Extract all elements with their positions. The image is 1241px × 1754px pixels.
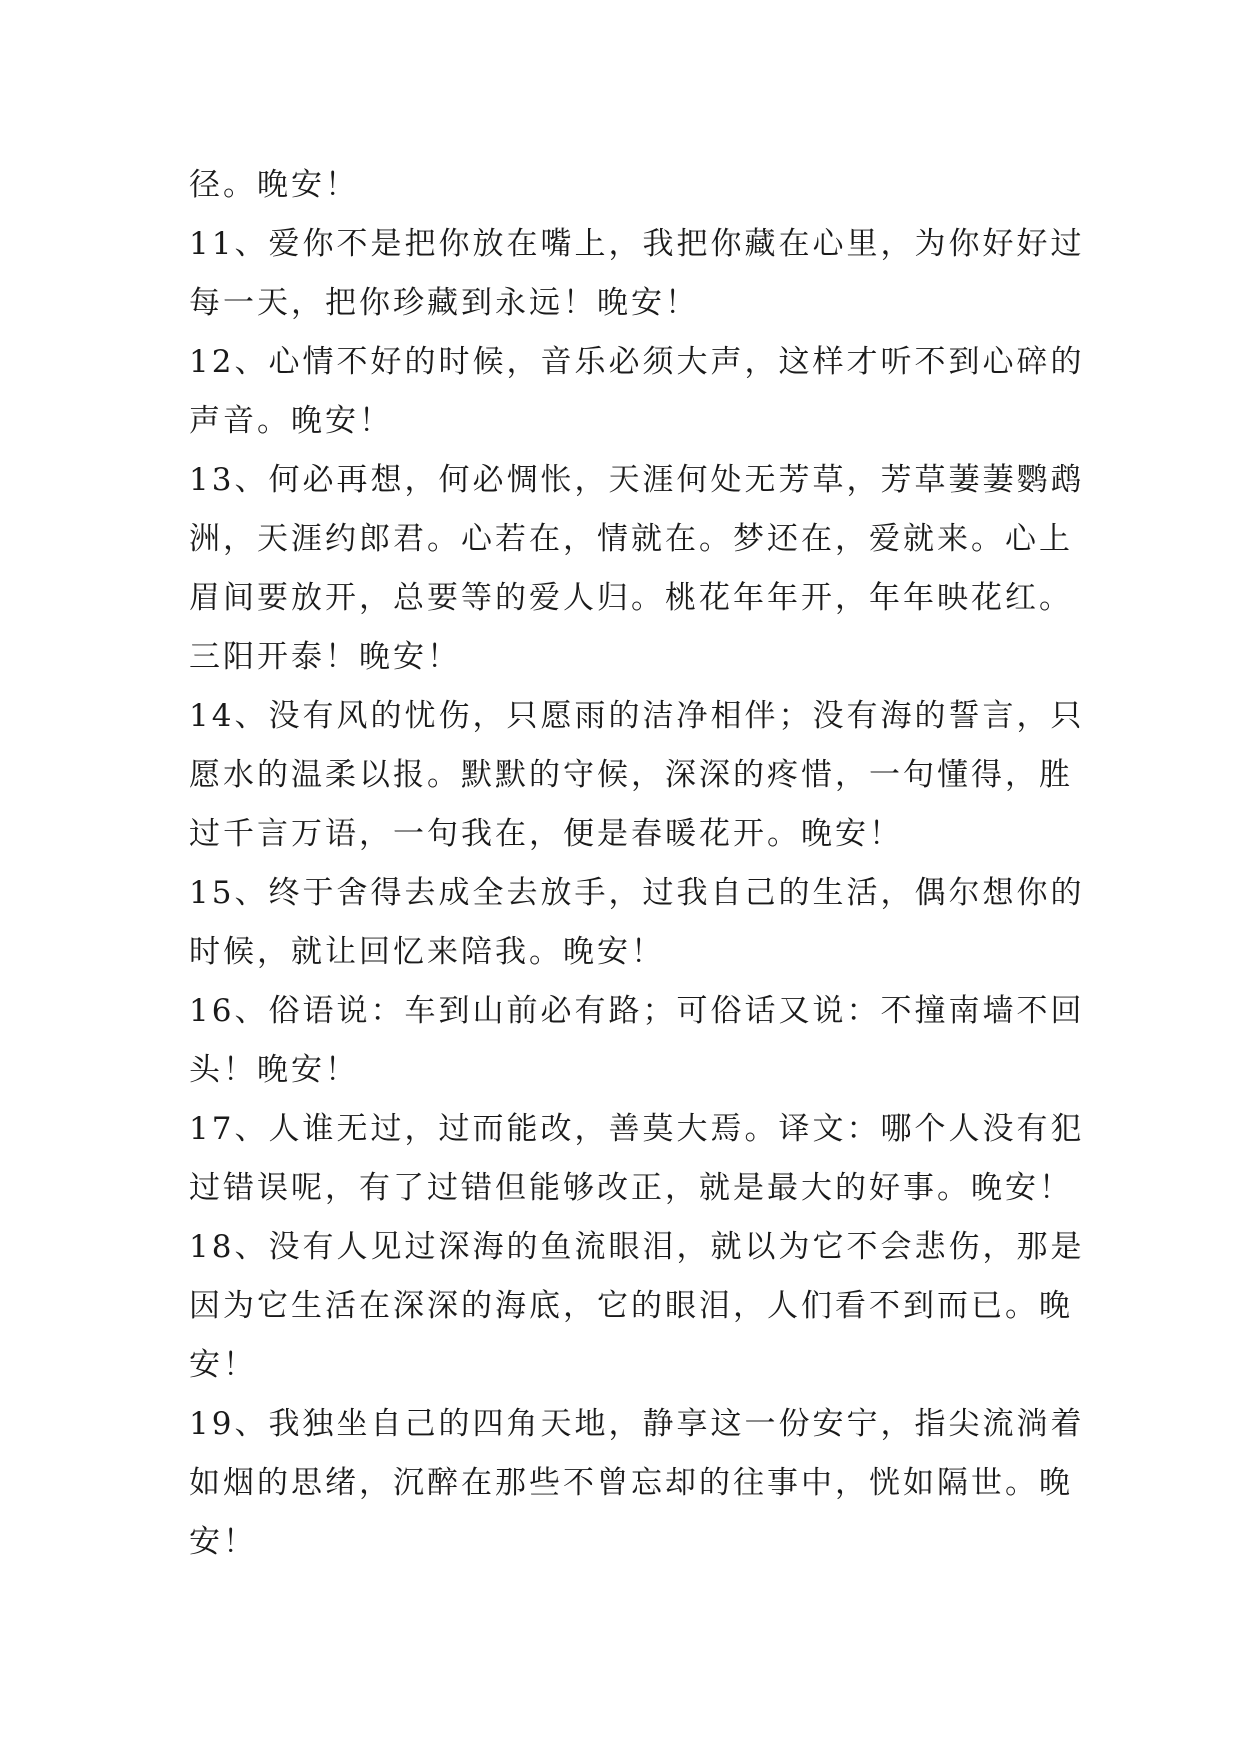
text-line: 安！ (189, 1347, 257, 1383)
text-line: 14、没有风的忧伤，只愿雨的洁净相伴；没有海的誓言，只 (189, 698, 1085, 734)
text-line: 13、何必再想，何必惆怅，天涯何处无芳草，芳草萋萋鹦鹉 (189, 462, 1085, 498)
text-line: 每一天，把你珍藏到永远！晚安！ (189, 285, 699, 321)
text-line: 19、我独坐自己的四角天地，静享这一份安宁，指尖流淌着 (189, 1406, 1085, 1442)
text-line: 因为它生活在深深的海底，它的眼泪，人们看不到而已。晚 (189, 1288, 1073, 1324)
text-line: 头！晚安！ (189, 1052, 359, 1088)
text-line: 16、俗语说：车到山前必有路；可俗话又说：不撞南墙不回 (189, 993, 1085, 1029)
text-line: 过错误呢，有了过错但能够改正，就是最大的好事。晚安！ (189, 1170, 1073, 1206)
text-line: 12、心情不好的时候，音乐必须大声，这样才听不到心碎的 (189, 344, 1085, 380)
text-line: 15、终于舍得去成全去放手，过我自己的生活，偶尔想你的 (189, 875, 1085, 911)
text-line: 18、没有人见过深海的鱼流眼泪，就以为它不会悲伤，那是 (189, 1229, 1085, 1265)
text-line: 眉间要放开，总要等的爱人归。桃花年年开，年年映花红。 (189, 580, 1073, 616)
text-line: 愿水的温柔以报。默默的守候，深深的疼惜，一句懂得，胜 (189, 757, 1073, 793)
text-line: 声音。晚安！ (189, 403, 393, 439)
document-body (189, 156, 1089, 1572)
text-line: 时候，就让回忆来陪我。晚安！ (189, 934, 665, 970)
text-line: 径。晚安！ (189, 167, 359, 203)
text-line: 洲，天涯约郎君。心若在，情就在。梦还在，爱就来。心上 (189, 521, 1073, 557)
text-line: 过千言万语，一句我在，便是春暖花开。晚安！ (189, 816, 903, 852)
text-line: 如烟的思绪，沉醉在那些不曾忘却的往事中，恍如隔世。晚 (189, 1465, 1073, 1501)
text-line: 17、人谁无过，过而能改，善莫大焉。译文：哪个人没有犯 (189, 1111, 1085, 1147)
text-line: 三阳开泰！晚安！ (189, 639, 461, 675)
text-line: 安！ (189, 1524, 257, 1560)
text-line: 11、爱你不是把你放在嘴上，我把你藏在心里，为你好好过 (189, 226, 1085, 262)
